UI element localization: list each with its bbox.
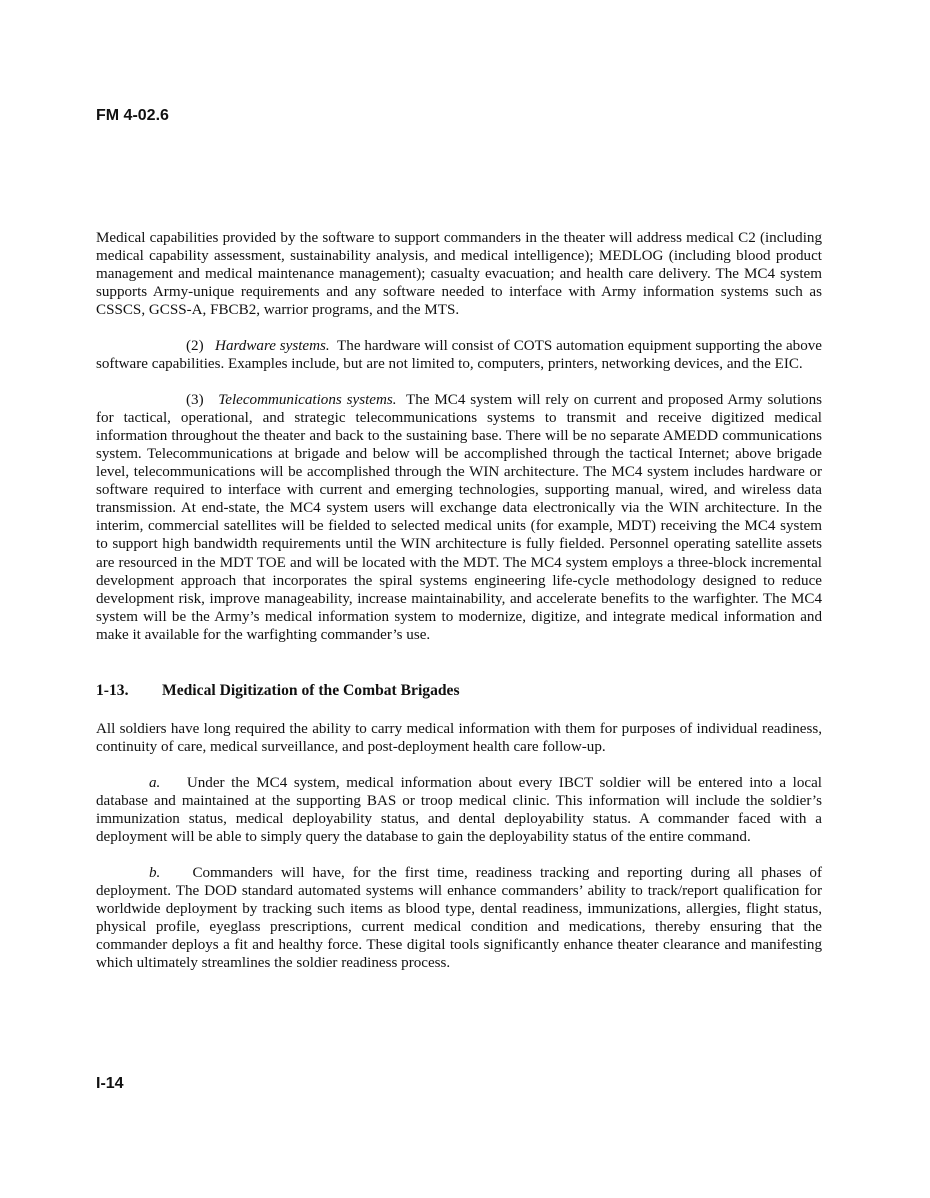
paragraph-hardware-systems	[96, 337, 822, 373]
section-title: Medical Digitization of the Combat Brigades	[162, 681, 460, 699]
paragraph-number: (2)	[186, 337, 204, 354]
item-text: Under the MC4 system, medical information about every IBCT soldier will be entered into a local database and maintained at the supporting BAS or troop medical clinic. This information will include the soldier’s immunization status, medical deployability status, and dental deployability status. A commander faced with a deployment will be able to simply query the database to gain the deployability status of the entire command.	[96, 774, 822, 845]
document-id: FM 4-02.6	[96, 107, 169, 124]
paragraph-text: The MC4 system will rely on current and proposed Army solutions for tactical, operational, and strategic telecommunications systems to transmit and receive digitized medical information throughout the theater and back to the sustaining base. There will be no separate AMEDD communications system. Telecommunications at brigade and below will be accomplished through the tactical Internet; above brigade level, telecommunications will be accomplished through the WIN architecture. The MC4 system includes hardware or software required to interface with current and emerging technologies, supporting manual, wired, and wireless data transmission. At end-state, the MC4 system users will exchange data electronically via the WIN architecture. In the interim, commercial satellites will be fielded to selected medical units (for example, MDT) receiving the MC4 system to support high bandwidth requirements until the WIN architecture is fully fielded. Personnel operating satellite assets are resourced in the MDT TOE and will be located with the MDT. The MC4 system employs a three-block incremental development approach that incorporates the spiral systems engineering life-cycle methodology designed to reduce development risk, improve manageability, increase maintainability, and accelerate benefits to the warfighter. The MC4 system will be the Army’s medical information system to modernize, digitize, and integrate medical information and make it available for the warfighting commander’s use.	[96, 391, 822, 643]
item-text: Commanders will have, for the first time, readiness tracking and reporting during all phases of deployment. The DOD standard automated systems will enhance commanders’ ability to track/report qualification for worldwide deployment by tracking such items as blood type, dental readiness, immunizations, allergies, flight status, physical profile, eyeglass prescriptions, current medical condition and medications, thereby ensuring that the commander deploys a fit and healthy force. These digital tools significantly enhance theater clearance and manifesting which ultimately streamlines the soldier readiness process.	[96, 864, 823, 971]
paragraph-item-b	[96, 864, 822, 973]
section-intro: All soldiers have long required the ability to carry medical information with them for purposes of individual readiness, continuity of care, medical surveillance, and post-deployment health care follow-up.	[96, 720, 822, 756]
paragraph-software-capabilities: Medical capabilities provided by the software to support commanders in the theater will address medical C2 (including medical capability assessment, sustainability analysis, and medical intelligence); MEDLOG (including blood product management and medical maintenance management); casualty evacuation; and health care delivery. The MC4 system supports Army-unique requirements and any software needed to interface with Army information systems such as CSSCS, GCSS-A, FBCB2, warrior programs, and the MTS.	[96, 230, 822, 319]
paragraph-title: Telecommunications systems.	[218, 391, 397, 408]
paragraph-item-a	[96, 774, 822, 846]
paragraph-text: The hardware will consist of COTS automation equipment supporting the above software capabilities. Examples include, but are not limited to, computers, printers, networking devices, and the EIC.	[96, 337, 822, 373]
paragraph-title: Hardware systems.	[215, 337, 330, 354]
paragraph-telecommunications-systems	[96, 391, 822, 644]
paragraph-number: (3)	[186, 391, 204, 408]
item-label: a.	[149, 774, 161, 791]
section-heading	[96, 682, 822, 700]
page-number: I-14	[96, 1075, 124, 1092]
document-body	[96, 229, 822, 990]
section-number: 1-13.	[96, 681, 129, 699]
item-label: b.	[149, 864, 161, 881]
